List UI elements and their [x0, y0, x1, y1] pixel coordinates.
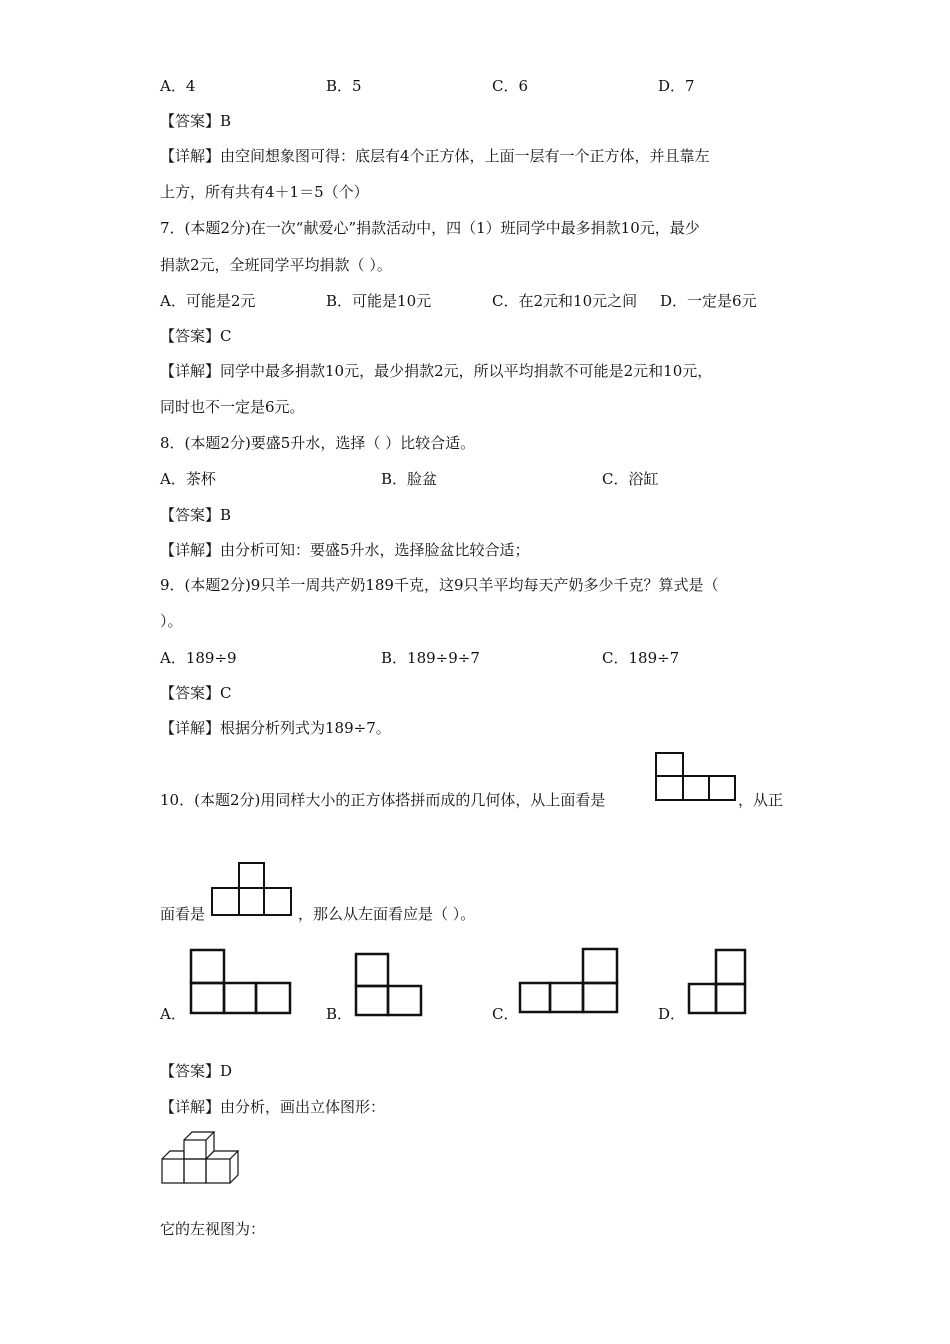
q10-answer: 【答案】D	[160, 1062, 233, 1080]
q10-left-view-caption: 它的左视图为：	[160, 1220, 266, 1238]
q10-option-b-figure	[354, 952, 424, 1018]
top-view-figure	[655, 752, 737, 802]
q10-option-c-label: C．	[492, 1005, 519, 1023]
q10-stem-line2-end: ，那么从左面看应是（ ）。	[298, 905, 476, 923]
q6-detail-line2: 上方，所有共有4＋1＝5（个）	[160, 183, 369, 201]
q8-detail: 【详解】由分析可知：要盛5升水，选择脸盆比较合适；	[160, 541, 530, 559]
q6-option-c: C．6	[492, 77, 529, 95]
q6-option-d: D．7	[658, 77, 695, 95]
q10-stem-line1-start: 10．(本题2分)用同样大小的正方体搭拼而成的几何体，从上面看是	[160, 791, 606, 809]
q8-answer: 【答案】B	[160, 506, 232, 524]
q7-detail-line2: 同时也不一定是6元。	[160, 398, 305, 416]
q8-stem: 8．(本题2分)要盛5升水，选择（ ）比较合适。	[160, 434, 476, 452]
q10-option-d-figure	[687, 948, 749, 1016]
isometric-cubes-figure	[160, 1125, 244, 1187]
q7-option-c: C．在2元和10元之间	[492, 292, 638, 310]
q9-option-c: C．189÷7	[602, 649, 680, 667]
q10-option-b-label: B．	[326, 1005, 353, 1023]
q9-answer: 【答案】C	[160, 684, 232, 702]
q10-option-c-figure	[518, 947, 620, 1015]
q10-option-a-figure	[189, 948, 293, 1016]
q7-detail-line1: 【详解】同学中最多捐款10元，最少捐款2元，所以平均捐款不可能是2元和10元，	[160, 362, 713, 380]
q8-option-a: A．茶杯	[160, 470, 216, 488]
q6-option-a: A．4	[160, 77, 196, 95]
q6-detail-line1: 【详解】由空间想象图可得：底层有4个正方体，上面一层有一个正方体，并且靠左	[160, 147, 710, 165]
q9-stem-line2: ）。	[160, 612, 183, 630]
q7-option-a: A．可能是2元	[160, 292, 256, 310]
q10-option-d-label: D．	[658, 1005, 686, 1023]
q6-option-b: B．5	[326, 77, 362, 95]
q10-option-a-label: A．	[160, 1005, 186, 1023]
q9-option-a: A．189÷9	[160, 649, 237, 667]
q7-stem-line2: 捐款2元，全班同学平均捐款（ ）。	[160, 256, 392, 274]
q9-option-b: B．189÷9÷7	[381, 649, 480, 667]
front-view-figure	[210, 861, 294, 917]
q8-option-b: B．脸盆	[381, 470, 438, 488]
q7-answer: 【答案】C	[160, 327, 232, 345]
q10-stem-line2-start: 面看是	[160, 905, 206, 923]
q8-option-c: C．浴缸	[602, 470, 659, 488]
q10-detail: 【详解】由分析，画出立体图形：	[160, 1098, 386, 1116]
q10-stem-line1-end: ，从正	[738, 791, 784, 809]
q6-answer: 【答案】B	[160, 112, 232, 130]
q9-detail: 【详解】根据分析列式为189÷7。	[160, 719, 391, 737]
q7-option-b: B．可能是10元	[326, 292, 432, 310]
q7-stem-line1: 7．(本题2分)在一次“献爱心”捐款活动中，四（1）班同学中最多捐款10元，最少	[160, 219, 700, 237]
q7-option-d: D．一定是6元	[660, 292, 757, 310]
q9-stem-line1: 9．(本题2分)9只羊一周共产奶189千克，这9只羊平均每天产奶多少千克？算式是（	[160, 576, 719, 594]
